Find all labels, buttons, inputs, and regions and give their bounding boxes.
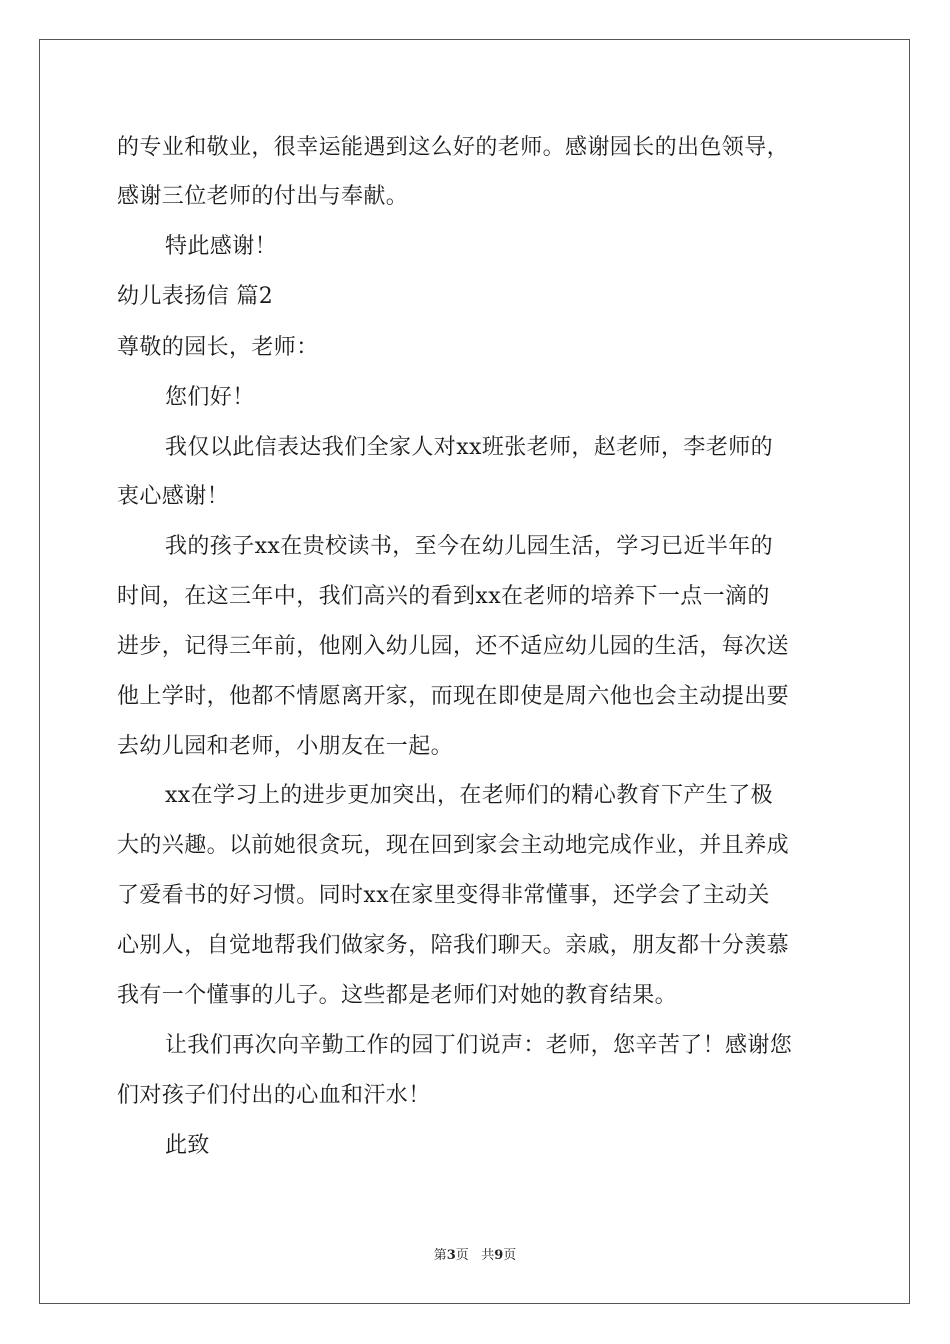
paragraph-line: 的专业和敬业，很幸运能遇到这么好的老师。感谢园长的出色领导，	[117, 135, 790, 160]
paragraph-line: 大的兴趣。以前她很贪玩，现在回到家会主动地完成作业，并且养成	[117, 833, 790, 858]
greeting: 您们好！	[165, 385, 255, 410]
total-prefix: 共	[481, 1248, 495, 1263]
paragraph-line: 时间，在这三年中，我们高兴的看到xx在老师的培养下一点一滴的	[117, 584, 770, 609]
total-pages-number: 9	[494, 1248, 504, 1263]
paragraph-line: 去幼儿园和老师，小朋友在一起。	[117, 734, 454, 759]
paragraph-line: 感谢三位老师的付出与奉献。	[117, 184, 409, 209]
page-suffix: 页	[455, 1248, 469, 1263]
paragraph-line: 我有一个懂事的儿子。这些都是老师们对她的教育结果。	[117, 983, 678, 1008]
page-border	[39, 39, 910, 1304]
salutation: 尊敬的园长，老师：	[117, 335, 319, 360]
paragraph-line: 衷心感谢！	[117, 484, 230, 509]
page-footer	[0, 1247, 950, 1265]
paragraph-line: 他上学时，他都不情愿离开家，而现在即使是周六他也会主动提出要	[117, 684, 790, 709]
page-prefix: 第	[433, 1248, 447, 1263]
paragraph-line: xx在学习上的进步更加突出，在老师们的精心教育下产生了极	[165, 783, 774, 808]
current-page-number: 3	[446, 1248, 456, 1263]
paragraph-line: 我仅以此信表达我们全家人对xx班张老师，赵老师，李老师的	[165, 435, 774, 460]
total-suffix: 页	[503, 1248, 517, 1263]
paragraph-line: 让我们再次向辛勤工作的园丁们说声：老师，您辛苦了！感谢您	[165, 1033, 793, 1058]
paragraph-line: 进步，记得三年前，他刚入幼儿园，还不适应幼儿园的生活，每次送	[117, 634, 790, 659]
paragraph-line: 我的孩子xx在贵校读书，至今在幼儿园生活，学习已近半年的	[165, 534, 774, 559]
paragraph-line: 特此感谢！	[165, 234, 278, 259]
section-heading: 幼儿表扬信 篇2	[117, 284, 274, 309]
paragraph-line: 了爱看书的好习惯。同时xx在家里变得非常懂事，还学会了主动关	[117, 883, 770, 908]
paragraph-line: 们对孩子们付出的心血和汗水！	[117, 1083, 431, 1108]
paragraph-line: 心别人，自觉地帮我们做家务，陪我们聊天。亲戚，朋友都十分羡慕	[117, 933, 790, 958]
closing: 此致	[165, 1133, 210, 1158]
